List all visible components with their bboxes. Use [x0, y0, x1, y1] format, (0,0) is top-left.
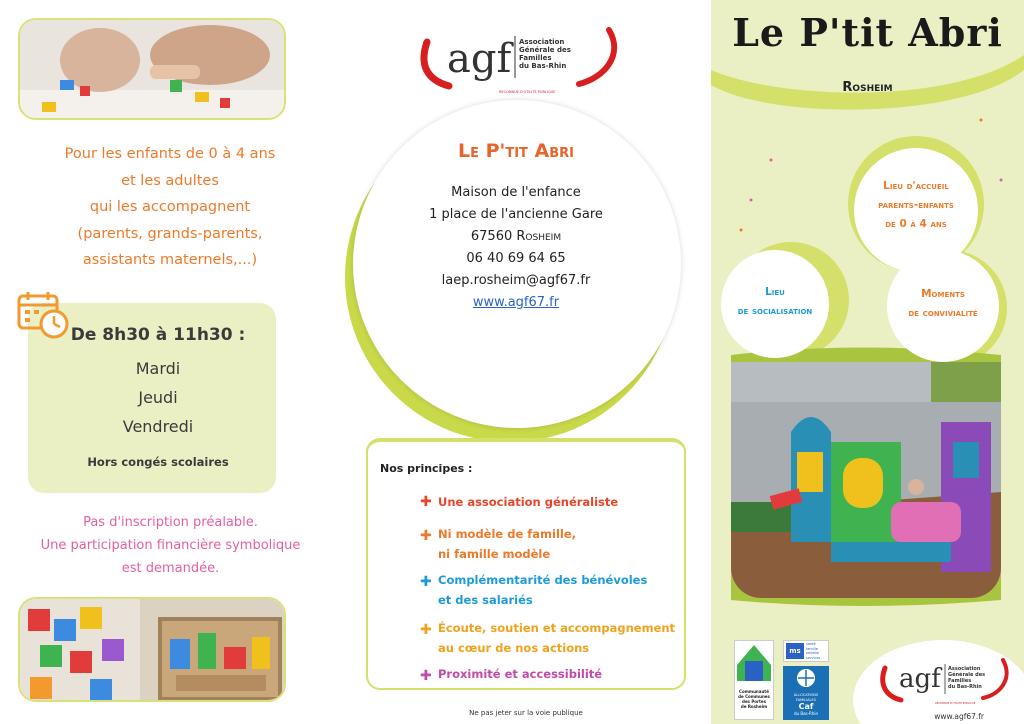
principle-line: ni famille modèle	[438, 547, 551, 561]
audience-line: qui les accompagnent	[89, 199, 251, 215]
logo-communaute-text	[735, 689, 773, 709]
children-playing-photo	[18, 18, 286, 120]
principle-line: et des salariés	[438, 593, 533, 607]
agf-word: agf	[447, 36, 512, 82]
agf-line: du Bas-Rhin	[948, 684, 982, 690]
principle-item	[438, 664, 678, 684]
logo-caf	[783, 666, 829, 720]
contact-phone: 06 40 69 64 65	[466, 251, 566, 266]
agf-line: Familles	[948, 678, 972, 684]
badge-line: de convivialité	[908, 307, 978, 319]
principle-item	[438, 570, 678, 610]
badge-line: de socialisation	[737, 305, 813, 317]
logo-line: ALLOCATIONS	[793, 693, 819, 697]
puzzle-icon: ✚	[420, 622, 432, 638]
principle-line: Proximité et accessibilité	[438, 667, 603, 681]
agf-line: Familles	[519, 54, 552, 62]
logo-line: FAMILIALES	[796, 697, 816, 702]
agf-full-name	[948, 666, 985, 690]
agf-line: Générale des	[519, 46, 571, 54]
badge-convivialite-text	[883, 285, 1003, 323]
footer-note: Ne pas jeter sur la voie publique	[469, 709, 583, 717]
agf-tagline: RECONNUE D'UTILITÉ PUBLIQUE	[499, 90, 556, 94]
schedule-title: De 8h30 à 11h30 :	[70, 325, 246, 345]
agf-logo-small	[879, 654, 1009, 710]
principles-title: Nos principes :	[380, 462, 473, 475]
audience-text	[10, 141, 330, 274]
puzzle-icon: ✚	[420, 494, 432, 510]
puzzle-icon: ✚	[420, 528, 432, 544]
left-panel	[0, 0, 341, 724]
agf-full-name	[519, 38, 571, 70]
principle-line: au cœur de nos actions	[438, 641, 590, 655]
logo-msa-text	[806, 642, 820, 660]
principle-line: Écoute, soutien et accompagnement	[438, 621, 676, 635]
info-text	[0, 511, 341, 580]
cover-url[interactable]: www.agf67.fr	[934, 712, 984, 721]
agf-line: Association	[519, 38, 565, 46]
agf-logo	[419, 20, 619, 100]
cover-title: Le P'tit Abri	[732, 10, 1003, 55]
logo-line: de Communes	[738, 694, 770, 699]
cover-panel	[711, 0, 1024, 724]
puzzle-icon: ✚	[420, 668, 432, 684]
toys-photo	[18, 597, 286, 702]
logo-line: Communauté	[739, 689, 769, 694]
principle-line: Complémentarité des bénévoles	[438, 573, 648, 587]
contact-line: Maison de l'enfance	[451, 185, 581, 200]
badge-line: Moments	[921, 288, 965, 300]
audience-line: Pour les enfants de 0 à 4 ans	[64, 146, 276, 162]
principle-item	[438, 618, 678, 658]
badge-line: Lieu d'accueil	[883, 180, 949, 192]
puzzle-icon: ✚	[420, 574, 432, 590]
principles-box	[366, 438, 686, 690]
website-link[interactable]: www.agf67.fr	[472, 295, 560, 310]
audience-line: (parents, grands-parents,	[77, 225, 263, 242]
logo-caf-text	[784, 693, 828, 702]
calendar-clock-icon	[16, 290, 72, 344]
schedule-day: Mardi	[135, 359, 181, 378]
principle-line: Ni modèle de famille,	[438, 527, 577, 541]
contact-website	[351, 295, 681, 310]
info-line: Une participation financière symbolique	[40, 538, 301, 553]
logo-line: des Portes	[741, 699, 766, 704]
schedule-note: Hors congés scolaires	[87, 455, 229, 469]
agf-line: du Bas-Rhin	[519, 62, 567, 70]
badge-line: parents-enfants	[878, 199, 954, 211]
caf-region: du Bas-Rhin	[793, 711, 819, 716]
badge-line: Lieu	[765, 286, 785, 298]
caf-word: Caf	[798, 702, 814, 711]
logo-communaute	[734, 640, 774, 720]
schedule-day: Vendredi	[122, 417, 194, 436]
middle-panel	[341, 0, 711, 724]
logo-line: santé	[806, 642, 816, 646]
audience-line: et les adultes	[121, 172, 219, 189]
logo-line: de Rosheim	[740, 704, 768, 709]
logo-line: retraite	[806, 651, 819, 655]
agf-line: Association	[948, 666, 981, 672]
principle-line: Une association généraliste	[438, 495, 619, 509]
msa-icon: ms	[786, 643, 804, 659]
contact-email[interactable]: laep.rosheim@agf67.fr	[441, 273, 591, 288]
badge-line: de 0 à 4 ans	[885, 218, 947, 230]
logo-line: famille	[806, 646, 818, 651]
contact-line: 67560 Rosheim	[470, 229, 562, 244]
contact-title: Le P'tit Abri	[458, 140, 574, 162]
badge-accueil-text	[854, 177, 978, 234]
cover-subtitle: Rosheim	[842, 80, 893, 95]
schedule-day: Jeudi	[138, 388, 178, 407]
agf-word: agf	[899, 664, 941, 694]
communaute-icon	[735, 641, 773, 685]
principle-item	[438, 492, 678, 512]
agf-line: Générale des	[948, 672, 986, 678]
logo-msa	[783, 640, 829, 662]
agf-tagline: RECONNUE D'UTILITÉ PUBLIQUE	[935, 702, 976, 705]
principle-item	[438, 524, 678, 564]
audience-line: assistants maternels,...)	[82, 252, 258, 268]
contact-line: 1 place de l'ancienne Gare	[429, 207, 603, 222]
logo-line: services	[806, 655, 821, 660]
caf-snowflake-icon	[784, 667, 828, 689]
badge-socialisation-text	[715, 283, 835, 321]
playground-photo	[731, 362, 1001, 598]
info-line: Pas d'inscription préalable.	[83, 515, 258, 530]
info-line: est demandée.	[121, 561, 220, 576]
